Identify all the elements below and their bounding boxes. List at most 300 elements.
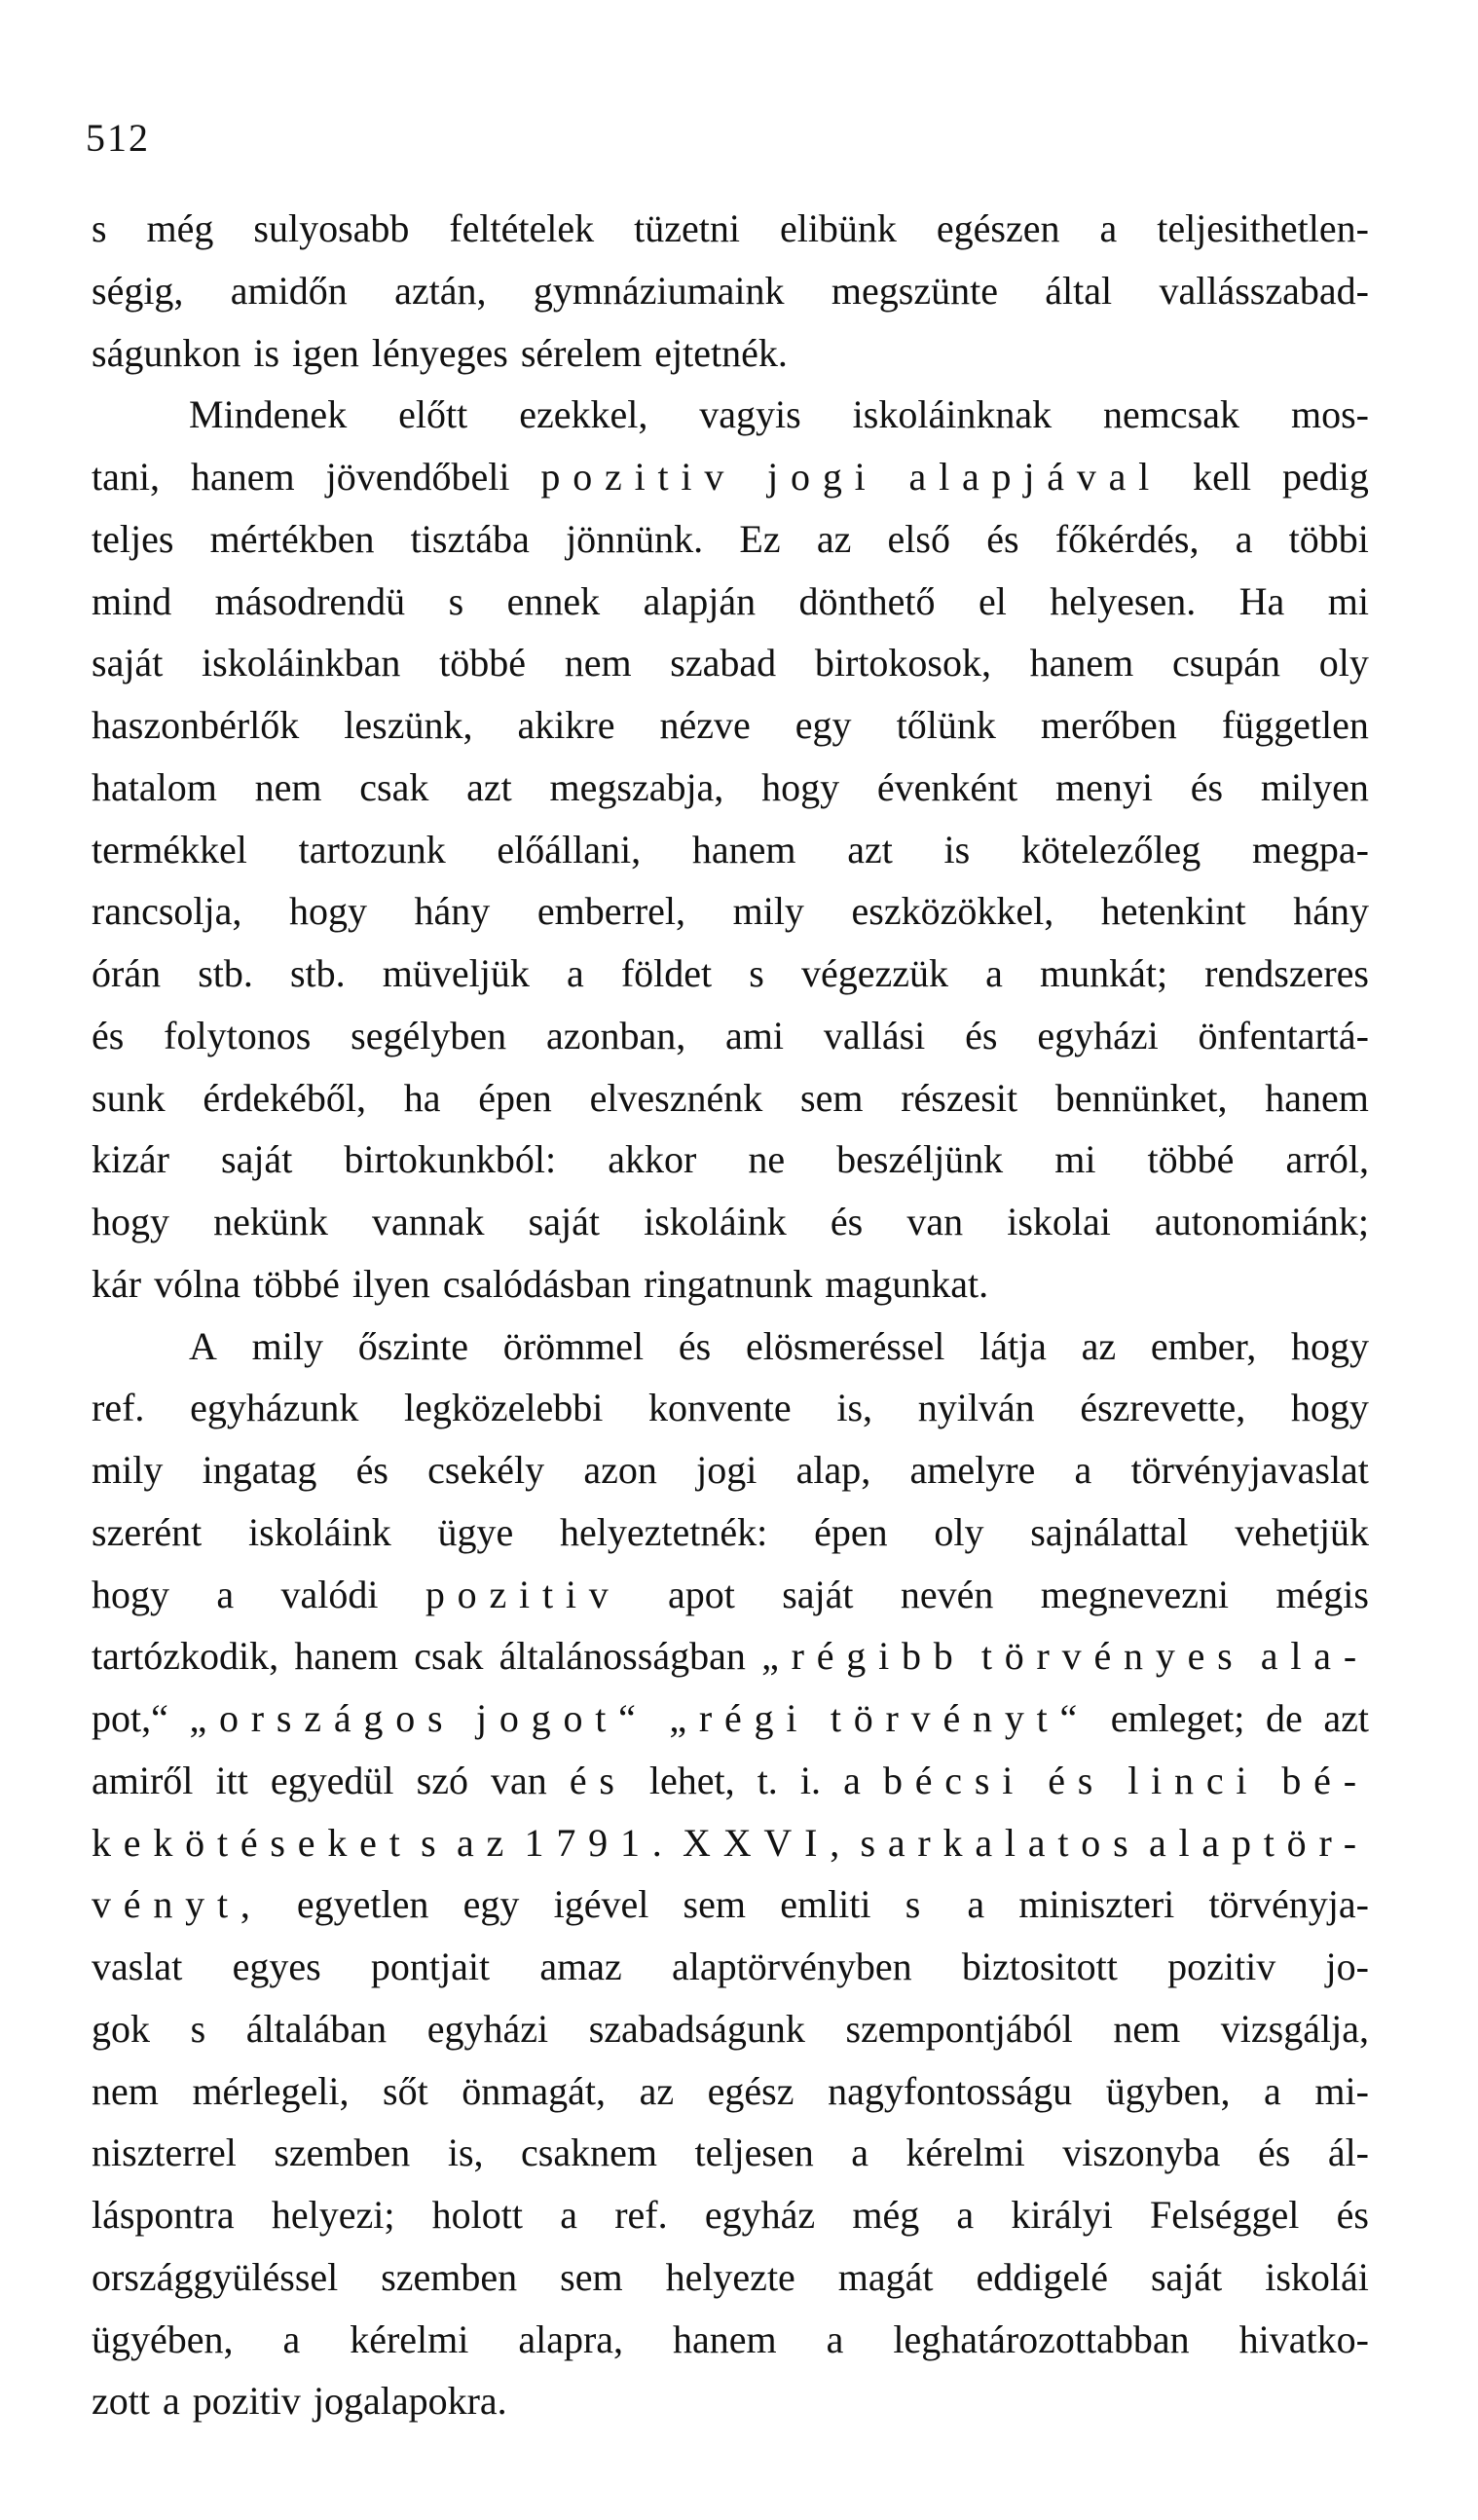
word: magunkat. [825,1261,989,1306]
word: ember, [1150,1323,1257,1368]
word: jogalapokra. [313,2379,507,2424]
word: saját [221,1137,293,1182]
word: mi [1054,1137,1096,1182]
text-line [92,2184,1369,2246]
word: müveljük [382,951,530,995]
word: ringatnunk [644,1261,813,1306]
page-number: 512 [86,116,150,160]
text-line [92,880,1369,943]
word: órán [92,951,162,995]
text-line [92,1687,1369,1750]
word: is [943,827,971,871]
word: XXVI, [683,1820,853,1865]
word: ügye [437,1509,514,1554]
word: egész [707,2068,794,2113]
text-line [92,2370,1369,2432]
word: többé [439,641,527,686]
word: tartózkodik, [92,1634,279,1679]
word: A [189,1323,217,1368]
word: saját [92,641,164,686]
word: az [816,516,852,561]
word: vizsgálja, [1220,2006,1369,2051]
word: leszünk, [344,703,473,747]
word: menyi [1054,764,1153,809]
word: hány [1293,889,1369,934]
text-line [92,694,1369,757]
word: és [92,1013,125,1057]
word: megpa- [1252,827,1369,871]
word: nyilván [917,1386,1035,1430]
word: pozitiv [192,2379,301,2424]
word: királyi [1011,2193,1113,2237]
word: miniszteri [1018,1882,1175,1927]
word: által [1045,268,1113,313]
word: nem [92,2068,159,2113]
word: mértékben [209,516,375,561]
word: teljesithetlen- [1157,206,1369,250]
word: ejtetnék. [654,330,788,375]
word: azt [1323,1696,1369,1740]
word: ala- [1260,1634,1369,1679]
word: nem [1113,2006,1181,2051]
word: főkérdés, [1054,516,1200,561]
word: haszonbérlők [92,703,300,747]
word: s [421,1820,449,1865]
word: oly [1318,641,1369,686]
word: nem [254,764,322,809]
text-line [92,1998,1369,2060]
word: egyházi [1037,1013,1159,1057]
word: tőlünk [896,703,996,747]
word: csaknem [521,2131,657,2175]
word: alaptörvényben [672,1945,912,1988]
word: van [906,1200,964,1243]
text-line [92,819,1369,881]
word: amelyre [909,1448,1036,1492]
word: hogy [92,1200,169,1243]
word: hogy [92,1572,169,1616]
word: sérelem [520,330,643,375]
text-line [92,1812,1369,1874]
word: s [749,951,764,995]
word: vólna [154,1261,240,1306]
word: az [1081,1323,1117,1368]
word: szemben [274,2131,411,2175]
word: vaslat [92,1945,183,1988]
word: a [216,1572,235,1616]
word: látja [979,1323,1047,1368]
word: mind [92,578,172,623]
word: kell [1193,455,1252,499]
word: itt [215,1758,248,1802]
word: sajnálattal [1030,1509,1189,1554]
word: iskolái [1265,2254,1369,2299]
word: nézve [659,703,751,747]
word: azon [583,1448,657,1492]
word: sarkalatos [860,1820,1141,1865]
text-line [92,1439,1369,1501]
text-line [92,1067,1369,1130]
text-line [92,1129,1369,1191]
word: hetenkint [1100,889,1246,934]
word: őszinte [357,1323,469,1368]
word: többé [1147,1137,1235,1182]
word: mily [251,1323,323,1368]
word: vannak [372,1200,485,1243]
text-line [92,1005,1369,1067]
word: teljesen [694,2131,814,2175]
word: évenként [876,764,1018,809]
word: mily [732,889,804,934]
word: Ha [1238,578,1285,623]
word: csak [414,1634,484,1679]
word: észrevette, [1080,1386,1246,1430]
word: elibünk [779,206,897,250]
word: pot,“ [92,1696,168,1740]
word: emleget; [1110,1696,1245,1740]
word: másodrendü [214,578,406,623]
word: és [986,516,1019,561]
word: is [253,330,280,375]
text-line [92,1377,1369,1439]
word: helyezte [665,2254,795,2299]
word: nevén [900,1572,994,1616]
word: tartozunk [298,827,446,871]
word: és [830,1200,864,1243]
word: holott [431,2193,524,2237]
word: szó [416,1758,468,1802]
text-line [92,1873,1369,1936]
word: de [1265,1696,1303,1740]
word: pozitiv [425,1572,621,1616]
word: igen [292,330,359,375]
word: feltételek [449,206,595,250]
word: általánosságban [499,1634,746,1679]
word: mily [92,1448,164,1492]
word: Felséggel [1150,2193,1300,2237]
word: és [965,1013,998,1057]
word: helyesen. [1050,578,1197,623]
word: arról, [1285,1137,1369,1182]
word: ami [725,1013,785,1057]
word: hanem [1265,1075,1369,1120]
word: kötelezőleg [1020,827,1201,871]
word: egyház [704,2193,816,2237]
word: pozitiv [540,455,737,499]
word: is, [836,1386,873,1430]
word: hanem [1029,641,1134,686]
word: zott [92,2379,150,2424]
word: szempontjából [845,2006,1073,2051]
text-line [92,571,1369,633]
word: csalódásban [442,1261,632,1306]
text-line [92,632,1369,694]
word: elvesznénk [589,1075,763,1120]
word: még [852,2193,920,2237]
word: még [146,206,214,250]
word: milyen [1260,764,1369,809]
word: stb. [198,951,253,995]
word: sem [800,1075,864,1120]
word: országgyüléssel [92,2254,339,2299]
word: el [978,578,1007,623]
word: ságunkon [92,330,241,375]
word: törvényes [980,1634,1245,1679]
word: pedig [1282,455,1369,499]
word: a [851,2131,868,2175]
word: viszonyba [1062,2131,1221,2175]
word: egyetlen [296,1882,429,1927]
word: független [1221,703,1369,747]
word: biztositott [961,1945,1118,1988]
word: egészen [936,206,1060,250]
word: bécsi [882,1758,1026,1802]
word: a [1099,206,1118,250]
word: kekötéseket [92,1820,413,1865]
word: a [566,951,584,995]
word: pontjait [370,1945,491,1988]
word: igével [553,1882,649,1927]
word: helyeztetnék: [560,1509,768,1554]
word: linci [1127,1758,1260,1802]
word: iskoláinknak [852,392,1053,437]
word: ügyben, [1105,2068,1231,2113]
word: egy [462,1882,520,1927]
word: autonomiánk; [1155,1200,1369,1243]
text-line [92,1501,1369,1564]
word: azt [847,827,893,871]
word: megszünte [831,268,998,313]
word: konvente [648,1386,792,1430]
word: mi- [1314,2068,1369,2113]
word: pozitiv [1167,1945,1276,1988]
word: az [456,1820,517,1865]
word: a [1264,2068,1281,2113]
word: hogy [288,889,367,934]
word: rendszeres [1204,951,1369,995]
text-line [92,198,1369,260]
text-line [92,2060,1369,2123]
word: törvényjavaslat [1130,1448,1369,1492]
word: jogi [696,1448,757,1492]
word: s [92,206,107,250]
word: emliti [780,1882,871,1927]
word: lényeges [371,330,508,375]
text-line [92,1936,1369,1998]
word: kérelmi [905,2131,1025,2175]
word: az [639,2068,675,2113]
word: legközelebbi [404,1386,604,1430]
word: mos- [1290,392,1369,437]
text-line [92,1750,1369,1812]
word: t. [757,1758,778,1802]
word: mérlegeli, [192,2068,350,2113]
word: s [448,578,464,623]
word: megszabja, [549,764,724,809]
word: a [967,1882,985,1927]
word: alaptör- [1148,1820,1369,1865]
text-line [92,2246,1369,2309]
word: épen [478,1075,552,1120]
word: ennek [506,578,601,623]
word: szemben [381,2254,518,2299]
word: apot [667,1572,735,1616]
word: jo- [1325,1945,1369,1988]
word: ezekkel, [519,392,648,437]
word: szabad [670,641,777,686]
word: vényt, [92,1882,263,1927]
word: tani, [92,455,160,499]
word: a [162,2379,180,2424]
word: munkát; [1039,951,1168,995]
word: rancsolja, [92,889,242,934]
word: tisztába [410,516,530,561]
word: egy [794,703,852,747]
word: csekély [427,1448,545,1492]
word: egyes [232,1945,321,1988]
word: saját [782,1572,854,1616]
word: s [905,1882,934,1927]
word: és [678,1323,712,1368]
word: jogot“ [475,1696,648,1740]
word: és [355,1448,388,1492]
word: megnevezni [1040,1572,1230,1616]
text-line [92,2309,1369,2371]
word: hivatko- [1238,2316,1369,2361]
word: Ez [739,516,781,561]
word: akikre [517,703,615,747]
word: iskoláinkban [202,641,401,686]
word: sőt [383,2068,428,2113]
word: birtokosok, [814,641,991,686]
word: niszterrel [92,2131,237,2175]
word: kérelmi [350,2316,469,2361]
word: lehet, [648,1758,735,1802]
word: csupán [1171,641,1281,686]
word: amiről [92,1758,194,1802]
word: hogy [1291,1323,1369,1368]
text-line [92,384,1369,446]
word: örömmel [502,1323,645,1368]
word: hatalom [92,764,217,809]
text-line [92,1316,1369,1378]
word: a [1074,1448,1092,1492]
word: többé [252,1261,340,1306]
word: ne [748,1137,786,1182]
word: tüzetni [634,206,740,250]
word: van [491,1758,547,1802]
word: bennünket, [1054,1075,1228,1120]
word: szabadságunk [588,2006,805,2051]
word: ref. [92,1386,145,1430]
word: hogy [1290,1386,1369,1430]
word: és [1336,2193,1369,2237]
word: bé- [1281,1758,1369,1802]
word: ilyen [351,1261,430,1306]
word: a [560,2193,577,2237]
word: részesit [901,1075,1018,1120]
word: előtt [398,392,468,437]
word: akkor [608,1137,697,1182]
word: hogy [761,764,840,809]
word: jövendőbeli [325,455,510,499]
word: „országos [189,1696,456,1740]
word: alap, [795,1448,871,1492]
word: vallásszabad- [1159,268,1369,313]
word: emberrel, [536,889,686,934]
word: a [843,1758,861,1802]
word: első [887,516,950,561]
word: egyházunk [190,1386,359,1430]
body-text [92,198,1369,2432]
word: sunk [92,1075,166,1120]
word: ügyében, [92,2316,234,2361]
word: i. [799,1758,822,1802]
word: iskolai [1007,1200,1111,1243]
word: a [1235,516,1253,561]
word: láspontra [92,2193,235,2237]
word: jönnünk. [566,516,704,561]
word: s [190,2006,206,2051]
word: és [1048,1758,1106,1802]
word: hanem [294,1634,399,1679]
word: birtokunkból: [344,1137,557,1182]
word: épen [814,1509,888,1554]
word: egyházi [426,2006,549,2051]
word: oly [934,1509,984,1554]
word: saját [1150,2254,1223,2299]
word: 1791. [524,1820,675,1865]
word: amaz [539,1945,622,1988]
word: kár [92,1261,142,1306]
word: földet [620,951,713,995]
word: többi [1288,516,1369,561]
word: és [1190,764,1224,809]
word: önfentartá- [1198,1013,1369,1057]
word: vehetjük [1235,1509,1369,1554]
word: általában [245,2006,388,2051]
word: jogi [767,455,878,499]
text-line [92,322,1369,385]
word: előállani, [497,827,642,871]
text-line [92,1191,1369,1253]
word: ál- [1327,2131,1369,2175]
word: törvényja- [1208,1882,1369,1927]
word: ingatag [202,1448,317,1492]
word: szerént [92,1509,203,1554]
text-line [92,1564,1369,1626]
text-line [92,260,1369,322]
word: csak [359,764,429,809]
text-line [92,1625,1369,1687]
word: eddigelé [976,2254,1108,2299]
word: hanem [691,827,796,871]
word: magát [837,2254,934,2299]
word: aztán, [394,268,487,313]
word: érdekéből, [203,1075,367,1120]
word: a [826,2316,844,2361]
word: mi [1327,578,1369,623]
text-line [92,943,1369,1005]
word: nemcsak [1103,392,1239,437]
word: hanem [190,455,295,499]
word: mégis [1275,1572,1369,1616]
text-line [92,1253,1369,1316]
word: „régi [669,1696,810,1740]
word: a [282,2316,301,2361]
word: eszközökkel, [851,889,1054,934]
word: beszéljünk [836,1137,1004,1182]
